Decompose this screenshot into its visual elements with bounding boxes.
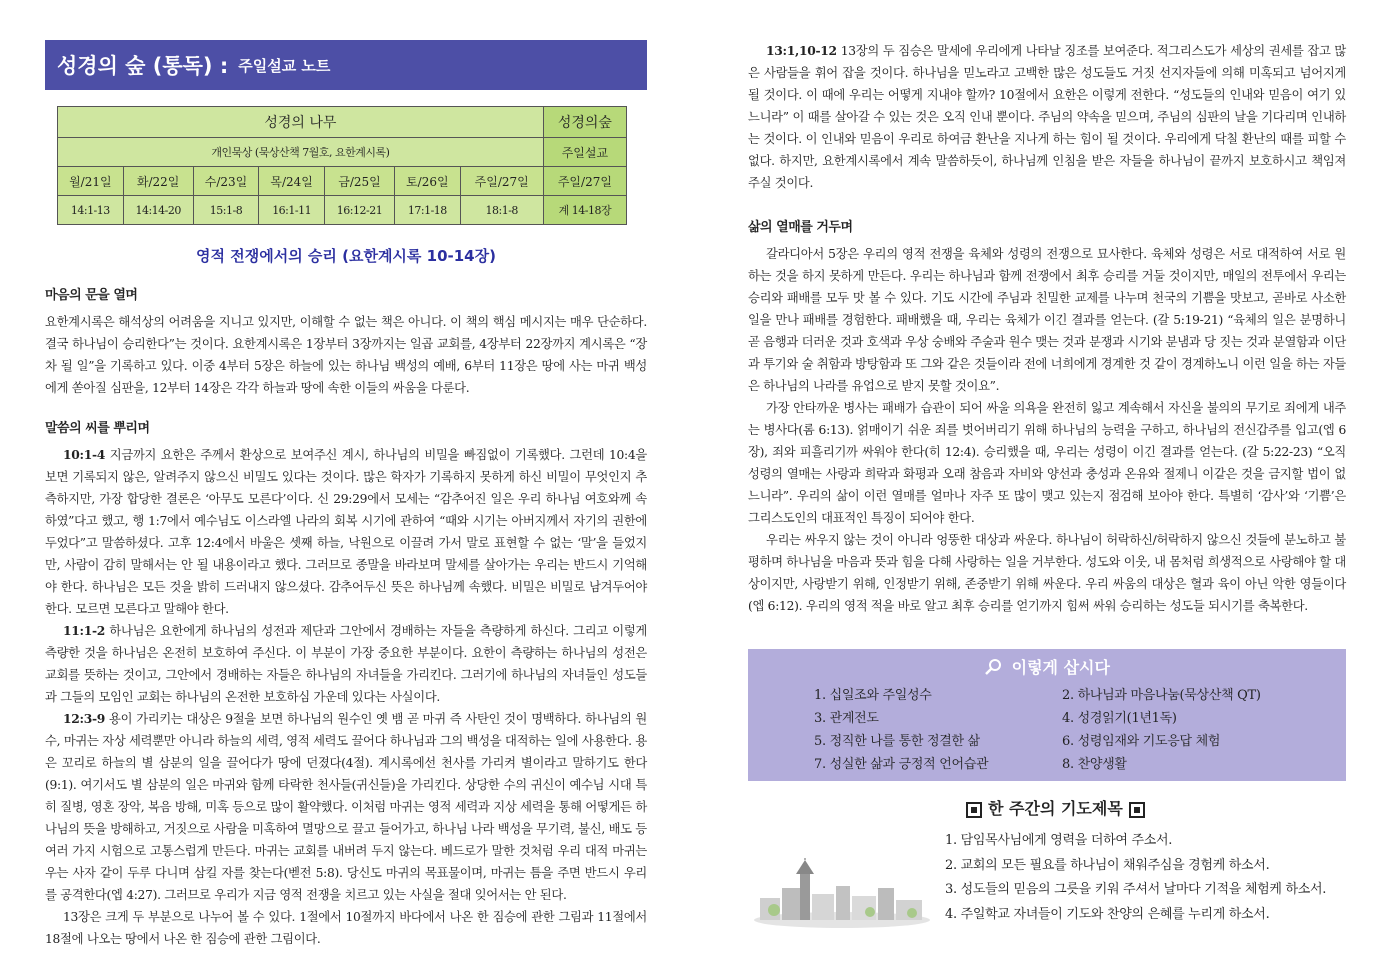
intro-paragraph: 요한계시록은 해석상의 어려움을 지니고 있지만, 이해할 수 없는 책은 아니다. 이 책의 핵심 메시지는 매우 단순하다. 결국 하나님이 승리한다”는 것이다. 요한계시록은 1장부터 3장까지는 일곱 교회를, 4장부터 22장까지 계시록은 “장차 될 일”을 기록하고 있다. 이중 4부터 5장은 하늘에 있는 하나님 백성의 예배, 6부터 11장은 땅에 사는 마귀 백성에게 쏟아질 심판을, 12부터 14장은 각각 하늘과 땅에 속한 이들의 싸움을 다룬다. bbox=[45, 315, 647, 395]
live-item: 4. 성경읽기(1년1독) bbox=[1062, 711, 1177, 726]
live-item: 2. 하나님과 마음나눔(묵상산책 QT) bbox=[1062, 688, 1261, 703]
live-item: 5. 정직한 나를 통한 정결한 삶 bbox=[814, 734, 980, 749]
reading-cell: 14:14-20 bbox=[123, 196, 193, 225]
reading-cell: 18:1-8 bbox=[460, 196, 543, 225]
section-heading-open-heart: 마음의 문을 열며 bbox=[45, 288, 138, 303]
sermon-title: 영적 전쟁에서의 승리 (요한계시록 10-14장) bbox=[196, 247, 496, 265]
paragraph-text: 용이 가리키는 대상은 9절을 보면 하나님의 원수인 옛 뱀 곧 마귀 즉 사탄인 것이 명백하다. 하나님의 원수, 마귀는 자상 세력뿐만 아니라 하늘의 세력, 영적 세력도 끌어다 하나님과 그의 백성을 대적하는 일에 사용한다. 용은 꼬리로 하늘의 별 삼분의 일을 끌어다가 땅에 던졌다(4절). 계시록에선 천사를 가리켜 별이라고 말하기도 한다(9:1). 여기서도 별 삼분의 일은 마귀와 함께 타락한 천사들(귀신들)을 가리킨다. 상당한 수의 귀신이 예수님 시대 특히 질병, 영혼 장악, 복음 방해, 미혹 등으로 많이 활약했다. 이처럼 마귀는 영적 세력과 지상 세력을 통해 어떻게든 하나님의 뜻을 방해하고, 거짓으로 사람을 미혹하여 멸망으로 끌고 들어가고, 하나님 나라 백성을 무기력, 불신, 배도 등 여러 가지 시험으로 고통스럽게 만든다. 마귀는 교회를 내버려 두지 않는다. 베드로가 말한 것처럼 우리 대적 마귀는 우는 사자 같이 두루 다니며 삼킬 자를 찾는다(벧전 5:8). 당신도 마귀의 목표물이며, 마귀는 틈을 주면 반드시 우리를 공격한다(엡 4:27). 그러므로 우리가 지금 영적 전쟁을 치르고 있는 사실을 절대 잊어서는 안 된다. bbox=[45, 712, 647, 902]
application-paragraph-2: 가장 안타까운 병사는 패배가 습관이 되어 싸울 의욕을 완전히 잃고 계속해서 자신을 불의의 무기로 죄에게 내주는 병사다(롬 6:13). 얽매이기 쉬운 죄를 벗어버리기 위해 하나님의 능력을 구하고, 하나님의 전신갑주를 입고(엡 6장), 죄와 피흘리기까 싸워야 한다(히 12:4). 승리했을 때, 우리는 성령이 이긴 결과를 얻는다. (갈 5:22-23) “오직 성령의 열매는 사랑과 희락과 화평과 오래 참음과 자비와 양선과 충성과 온유와 절제니 이같은 것을 금지할 법이 없느니라”. 우리의 삶이 이런 열매를 얼마나 자주 또 많이 맺고 있는지 점검해 보아야 한다. 특별히 ‘감사’와 ‘기쁨’은 그리스도인의 대표적인 특징이 되어야 한다. bbox=[748, 401, 1346, 525]
page-subtitle: 주일설교 노트 bbox=[238, 56, 331, 75]
live-item: 7. 성실한 삶과 긍정적 언어습관 bbox=[814, 757, 989, 772]
live-items bbox=[814, 684, 1346, 776]
day-cell: 수/23일 bbox=[193, 167, 259, 196]
prayer-title-text: 한 주간의 기도제목 bbox=[988, 799, 1123, 818]
prayer-item: 1. 담임목사님에게 영력을 더하여 주소서. bbox=[945, 833, 1173, 848]
section-heading-fruit: 삶의 열매를 거두며 bbox=[748, 220, 853, 235]
live-this-way-box bbox=[748, 649, 1346, 781]
magnifier-icon bbox=[984, 658, 1002, 676]
reading-schedule-table bbox=[57, 106, 627, 225]
paragraph-text: 지금까지 요한은 주께서 환상으로 보여주신 계시, 하나님의 비밀을 빠짐없이 기록했다. 그런데 10:4을 보면 기록되지 않은, 알려주지 않으신 비밀도 있다는 것이다. 많은 학자가 기록하지 못하게 하신 비밀이 무엇인지 추측하지만, 가장 합당한 결론은 ‘아무도 모른다’이다. 신 29:29에서 모세는 “감추어진 일은 우리 하나님 여호와께 속하였”다고 했고, 행 1:7에서 예수님도 이스라엘 나라의 회복 시기에 관하여 “때와 시기는 아버지께서 자기의 권한에 두었다”고 말씀하셨다. 고후 12:4에서 바울은 셋째 하늘, 낙원으로 이끌려 가서 말로 표현할 수 없는 ‘말’을 들었지만, 사람이 감히 말해서는 안 될 내용이라고 했다. 그러므로 종말을 바라보며 말세를 살아가는 우리는 반드시 기억해야 한다. 하나님은 모든 것을 밝히 드러내지 않으셨다. 감추어두신 뜻은 하나님께 속했다. 비밀은 비밀로 남겨두어야 한다. 모르면 모른다고 말해야 한다. bbox=[45, 448, 647, 616]
reading-cell: 16:12-21 bbox=[324, 196, 394, 225]
left-column bbox=[45, 40, 647, 950]
day-cell: 월/21일 bbox=[58, 167, 124, 196]
live-item: 6. 성령임재와 기도응답 체험 bbox=[1062, 734, 1221, 749]
section-heading-sow-word: 말씀의 씨를 뿌리며 bbox=[45, 421, 150, 436]
verse-ref: 10:1-4 bbox=[63, 447, 106, 462]
reading-cell: 15:1-8 bbox=[193, 196, 259, 225]
reading-cell: 14:1-13 bbox=[58, 196, 124, 225]
paragraph-10 bbox=[45, 444, 647, 620]
square-bullet-icon bbox=[966, 802, 982, 818]
verse-ref: 11:1-2 bbox=[63, 623, 106, 638]
square-bullet-icon bbox=[1129, 802, 1145, 818]
sunday-day-cell: 주일/27일 bbox=[543, 167, 626, 196]
paragraph-text: 13장의 두 짐승은 말세에 우리에게 나타날 징조를 보여준다. 적그리스도가 세상의 권세를 잡고 많은 사람들을 휘어 잡을 것이다. 하나님을 믿노라고 고백한 많은 성도들도 거짓 선지자들에 의해 미혹되고 넘어지게 될 것이다. 이 때에 우리는 어떻게 지내야 할까? 10절에서 요한은 이렇게 전한다. “성도들의 인내와 믿음이 여기 있느니라” 이 때를 살아갈 수 있는 것은 오직 인내 뿐이다. 주님의 약속을 믿으며, 주님의 심판의 날을 기다리며 인내하는 것이다. 이 인내와 믿음이 우리로 하여금 환난을 지나게 하는 힘이 될 것이다. 우리에게 닥칠 환난의 때를 피할 수 없다. 하지만, 요한계시록에서 계속 말씀하듯이, 하나님께 인침을 받은 자들을 하나님이 끝까지 보호하시고 책임져 주실 것이다. bbox=[748, 44, 1346, 190]
day-cell: 금/25일 bbox=[324, 167, 394, 196]
application-paragraph-3: 우리는 싸우지 않는 것이 아니라 엉뚱한 대상과 싸운다. 하나님이 허락하신/허락하지 않으신 것들에 분노하고 불평하며 하나님을 마음과 뜻과 힘을 다해 사랑하는 일을 거부한다. 성도와 이웃, 내 몸처럼 희생적으로 사랑해야 할 대상이지만, 사랑받기 위해, 인정받기 위해, 존중받기 위해 싸운다. 우리 싸움의 대상은 혈과 육이 아닌 악한 영들이다(엡 6:12). 우리의 영적 적을 바로 알고 최후 승리를 얻기까지 힘써 싸워 승리하는 성도들 되시기를 축복한다. bbox=[748, 533, 1346, 613]
devotion-label: 개인묵상 (묵상산책 7월호, 요한계시록) bbox=[58, 138, 544, 167]
live-item: 1. 십일조와 주일성수 bbox=[814, 688, 932, 703]
right-column bbox=[748, 40, 1346, 617]
live-item: 8. 찬양생활 bbox=[1062, 757, 1127, 772]
page-title: 성경의 숲 (통독) : bbox=[57, 54, 229, 78]
paragraph-12 bbox=[45, 708, 647, 906]
day-cell: 주일/27일 bbox=[460, 167, 543, 196]
paragraph-13: 13장은 크게 두 부분으로 나누어 볼 수 있다. 1절에서 10절까지 바다에서 나온 한 짐승에 관한 그림과 11절에서 18절에 나오는 땅에서 나온 한 짐승에 관한 그림이다. bbox=[45, 910, 647, 946]
live-title bbox=[748, 655, 1346, 678]
prayer-item: 2. 교회의 모든 필요를 하나님이 채워주심을 경험케 하소서. bbox=[945, 857, 1270, 873]
prayer-list bbox=[945, 829, 1326, 927]
paragraph-text: 하나님은 요한에게 하나님의 성전과 제단과 그안에서 경배하는 자들을 측량하게 하신다. 그리고 이렇게 측량한 것을 하나님은 온전히 보호하여 주신다. 이 부분이 가장 중요한 부분이다. 요한이 측량하는 하나님의 성전은 교회를 뜻하는 것이고, 그안에서 경배하는 자들은 하나님의 자녀들을 가리킨다. 그러기에 하나님의 자녀들인 성도들과 그들의 모임인 교회는 하나님의 온전한 보호하심 가운데 있다는 사실이다. bbox=[45, 624, 647, 704]
sunday-reading-cell: 계 14-18장 bbox=[543, 196, 626, 225]
live-item: 3. 관계전도 bbox=[814, 711, 879, 726]
paragraph-13-detail bbox=[748, 40, 1346, 194]
forest-label: 성경의숲 bbox=[543, 107, 626, 138]
church-illustration bbox=[752, 858, 932, 928]
day-cell: 목/24일 bbox=[259, 167, 325, 196]
title-bar bbox=[45, 40, 647, 90]
day-cell: 화/22일 bbox=[123, 167, 193, 196]
prayer-title bbox=[960, 796, 1151, 819]
paragraph-11 bbox=[45, 620, 647, 708]
prayer-item: 3. 성도들의 믿음의 그릇을 키워 주셔서 날마다 기적을 체험케 하소서. bbox=[945, 882, 1327, 897]
reading-cell: 17:1-18 bbox=[395, 196, 461, 225]
day-cell: 토/26일 bbox=[395, 167, 461, 196]
application-paragraph-1: 갈라디아서 5장은 우리의 영적 전쟁을 육체와 성령의 전쟁으로 묘사한다. 육체와 성령은 서로 대적하여 서로 원하는 것을 하지 못하게 만든다. 우리는 하나님과 함께 전쟁에서 최후 승리를 거둘 것이지만, 매일의 전투에서 우리는 승리와 패배를 모두 맛 볼 수 있다. 기도 시간에 주님과 친밀한 교제를 나누며 천국의 기쁨을 맛보고, 곧바로 사소한 일을 만나 패배를 경험한다. 패배했을 때, 우리는 육체가 이긴 결과를 얻는다. (갈 5:19-21) “육체의 일은 분명하니 곧 음행과 더러운 것과 호색과 우상 숭배와 주술과 원수 맺는 것과 분쟁과 시기와 분냄과 당 짓는 것과 분열함과 이단과 투기와 술 취함과 방탕함과 또 그와 같은 것들이라 전에 너희에게 경계한 것 같이 경계하노니 이런 일을 하는 자들은 하나님의 나라를 유업으로 받지 못할 것이요”. bbox=[748, 247, 1346, 393]
reading-cell: 16:1-11 bbox=[259, 196, 325, 225]
prayer-item: 4. 주일학교 자녀들이 기도와 찬양의 은혜를 누리게 하소서. bbox=[945, 906, 1270, 922]
sermon-label: 주일설교 bbox=[543, 138, 626, 167]
tree-label: 성경의 나무 bbox=[58, 107, 544, 138]
verse-ref: 13:1,10-12 bbox=[766, 43, 837, 58]
live-title-text: 이렇게 삽시다 bbox=[1011, 658, 1110, 677]
verse-ref: 12:3-9 bbox=[63, 711, 106, 726]
